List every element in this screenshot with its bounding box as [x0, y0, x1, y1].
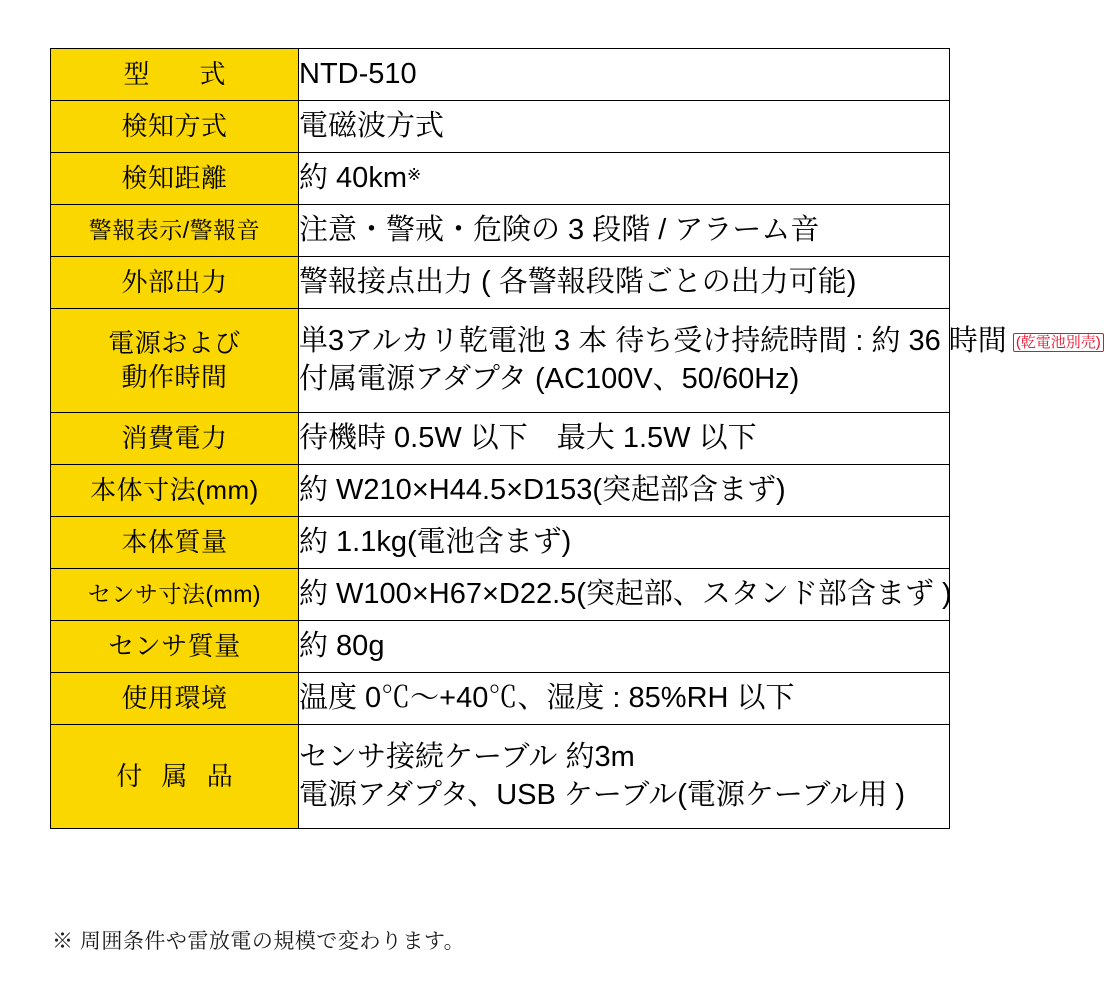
spec-label-line: センサ寸法(mm) — [87, 580, 262, 607]
spec-value-text: 約 W100×H67×D22.5(突起部、スタンド部含まず ) — [299, 577, 952, 610]
spec-value-text: 警報接点出力 ( 各警報段階ごとの出力可能) — [299, 265, 857, 298]
spec-label-cell — [51, 569, 299, 621]
spec-value-cell — [299, 725, 950, 829]
spec-value-text: 約 W210×H44.5×D153(突起部含まず) — [299, 473, 786, 506]
table-row — [51, 465, 950, 517]
battery-sold-separately-badge: (乾電池別売) — [1013, 333, 1104, 352]
table-row — [51, 517, 950, 569]
spec-value-line — [299, 420, 949, 458]
spec-value-line — [299, 739, 949, 777]
spec-label-cell — [51, 673, 299, 725]
spec-label-cell — [51, 517, 299, 569]
table-row — [51, 725, 950, 829]
asterisk-note-marker: ※ — [406, 164, 422, 184]
spec-value-cell — [299, 569, 950, 621]
spec-value-text: NTD-510 — [299, 57, 417, 90]
spec-value-cell — [299, 517, 950, 569]
spec-value-text: 電源アダプタ、USB ケーブル(電源ケーブル用 ) — [299, 778, 906, 811]
spec-label-line: 警報表示/警報音 — [88, 216, 261, 243]
spec-value-line — [299, 777, 949, 815]
spec-label-line: 動作時間 — [121, 361, 228, 392]
spec-value-line — [299, 361, 949, 399]
spec-label-cell — [51, 257, 299, 309]
footnote: ※ 周囲条件や雷放電の規模で変わります。 — [52, 930, 466, 953]
spec-value-cell — [299, 153, 950, 205]
spec-label-cell — [51, 465, 299, 517]
spec-label-line: 検知距離 — [121, 162, 228, 193]
spec-label-line: 外部出力 — [121, 266, 228, 297]
spec-value-line — [299, 56, 949, 94]
spec-label-cell — [51, 621, 299, 673]
spec-value-line — [299, 212, 949, 250]
table-row — [51, 153, 950, 205]
spec-table — [50, 48, 1101, 829]
spec-label-line: 使用環境 — [121, 682, 228, 713]
spec-value-cell — [299, 621, 950, 673]
table-row — [51, 309, 950, 413]
table-row — [51, 49, 950, 101]
spec-label-cell — [51, 309, 299, 413]
spec-value-text: 待機時 0.5W 以下 最大 1.5W 以下 — [299, 421, 757, 454]
spec-label-line: 電源および — [108, 328, 241, 359]
spec-value-cell — [299, 257, 950, 309]
spec-label-line: 付 属 品 — [116, 760, 239, 791]
spec-label-cell — [51, 413, 299, 465]
spec-label-line: 検知方式 — [121, 110, 228, 141]
table-row — [51, 257, 950, 309]
spec-value-cell — [299, 673, 950, 725]
spec-label-line: 本体質量 — [121, 526, 228, 557]
spec-value-text: 約 80g — [299, 629, 385, 662]
spec-value-cell — [299, 413, 950, 465]
spec-label-cell — [51, 725, 299, 829]
spec-label-cell — [51, 205, 299, 257]
spec-value-cell — [299, 101, 950, 153]
spec-label-cell — [51, 101, 299, 153]
spec-value-line — [299, 160, 949, 198]
spec-value-cell — [299, 309, 1101, 413]
spec-value-line — [299, 576, 952, 614]
table-row — [51, 621, 950, 673]
spec-value-line — [299, 108, 949, 146]
spec-value-line — [299, 472, 949, 510]
spec-label-line: 本体寸法(mm) — [90, 474, 259, 505]
spec-value-line — [299, 628, 949, 666]
table-row — [51, 673, 950, 725]
spec-value-text: 温度 0℃～+40℃、湿度 : 85%RH 以下 — [299, 681, 795, 714]
spec-label-cell — [51, 153, 299, 205]
spec-label-line: 型 式 — [123, 58, 238, 89]
table-row — [51, 569, 950, 621]
spec-value-line — [299, 680, 949, 718]
spec-value-text: 約 1.1kg(電池含まず) — [299, 525, 572, 558]
spec-label-line: センサ質量 — [108, 630, 241, 661]
spec-value-cell — [299, 465, 950, 517]
spec-value-line — [299, 524, 949, 562]
table-row — [51, 413, 950, 465]
spec-value-text: 単3アルカリ乾電池 3 本 待ち受け持続時間 : 約 36 時間 — [299, 324, 1007, 357]
spec-value-line — [299, 323, 1101, 361]
table-row — [51, 101, 950, 153]
spec-value-text: センサ接続ケーブル 約3m — [299, 740, 635, 773]
spec-table-body — [51, 49, 1101, 829]
spec-value-text: 約 40km — [299, 161, 407, 194]
spec-value-text: 付属電源アダプタ (AC100V、50/60Hz) — [299, 362, 800, 395]
spec-value-line — [299, 264, 949, 302]
spec-label-line: 消費電力 — [121, 422, 228, 453]
table-row — [51, 205, 950, 257]
spec-value-text: 注意・警戒・危険の 3 段階 / アラーム音 — [299, 213, 820, 246]
spec-value-cell — [299, 205, 950, 257]
spec-label-cell — [51, 49, 299, 101]
spec-value-text: 電磁波方式 — [299, 109, 445, 142]
spec-value-cell — [299, 49, 950, 101]
